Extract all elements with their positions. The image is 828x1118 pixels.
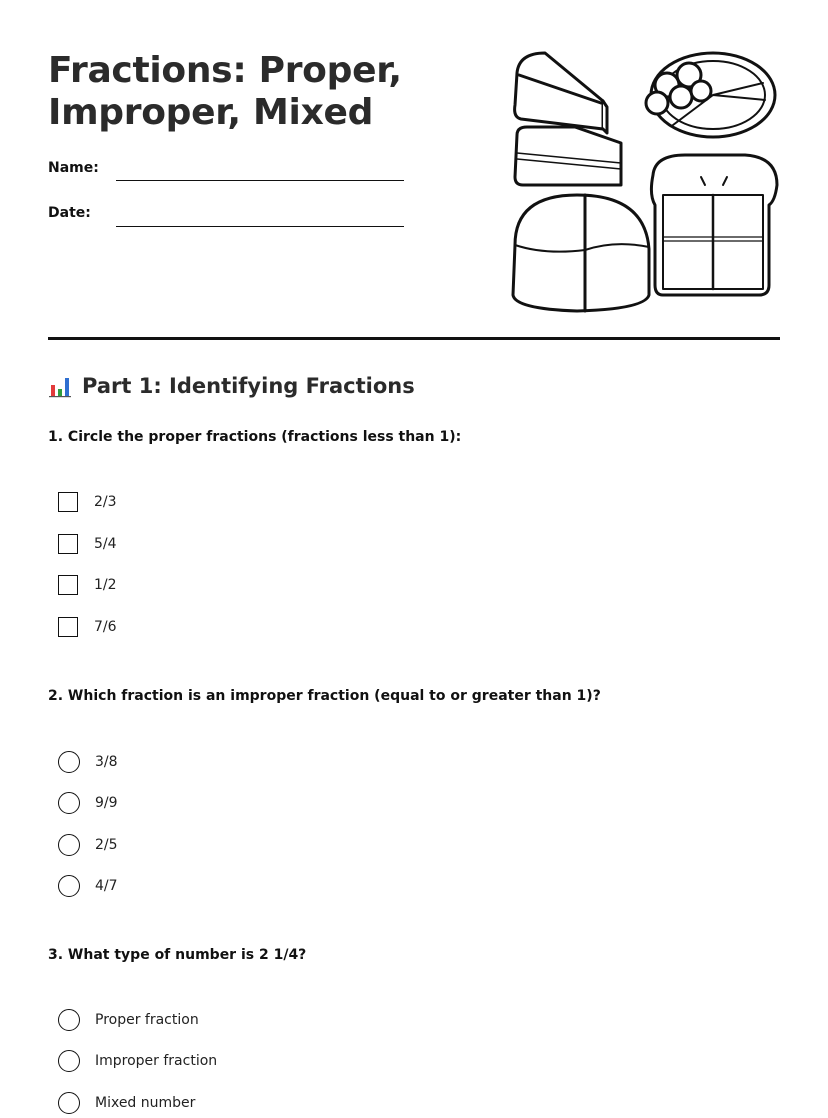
checkbox[interactable] [58,492,78,512]
option-label: 4/7 [95,878,118,894]
radio-button[interactable] [58,1050,80,1072]
option-label: 9/9 [95,795,118,811]
checkbox[interactable] [58,534,78,554]
question-2: 2. Which fraction is an improper fraction (equal to or greater than 1)? [48,688,601,704]
q2-option-4[interactable] [58,875,118,897]
bar-chart-icon [48,374,72,398]
option-label: 1/2 [94,577,117,593]
date-label: Date: [48,205,91,221]
radio-button[interactable] [58,1092,80,1114]
option-label: Mixed number [95,1095,196,1111]
q1-option-1[interactable] [58,492,117,512]
option-label: 5/4 [94,536,117,552]
q2-option-2[interactable] [58,792,118,814]
question-1: 1. Circle the proper fractions (fractions less than 1): [48,429,462,445]
radio-button[interactable] [58,751,80,773]
option-label: Improper fraction [95,1053,218,1069]
option-label: 3/8 [95,754,118,770]
name-label: Name: [48,160,99,176]
q1-option-4[interactable] [58,617,117,637]
q3-option-3[interactable] [58,1092,195,1114]
question-3: 3. What type of number is 2 1/4? [48,947,307,963]
q3-option-1[interactable] [58,1009,199,1031]
q2-option-1[interactable] [58,751,118,773]
option-label: 2/3 [94,494,117,510]
fraction-food-illustration [505,45,785,317]
q1-option-2[interactable] [58,534,117,554]
radio-button[interactable] [58,875,80,897]
checkbox[interactable] [58,617,78,637]
name-line[interactable] [116,180,404,181]
radio-button[interactable] [58,1009,80,1031]
q1-option-3[interactable] [58,575,117,595]
header-divider [48,337,780,340]
q2-option-3[interactable] [58,834,118,856]
date-line[interactable] [116,226,404,227]
checkbox[interactable] [58,575,78,595]
section-title-text: Part 1: Identifying Fractions [82,374,415,398]
option-label: 7/6 [94,619,117,635]
option-label: 2/5 [95,837,118,853]
option-label: Proper fraction [95,1012,199,1028]
section-heading-part1 [48,374,415,398]
radio-button[interactable] [58,834,80,856]
page-title: Fractions: Proper, Improper, Mixed [48,50,402,133]
q3-option-2[interactable] [58,1050,217,1072]
radio-button[interactable] [58,792,80,814]
